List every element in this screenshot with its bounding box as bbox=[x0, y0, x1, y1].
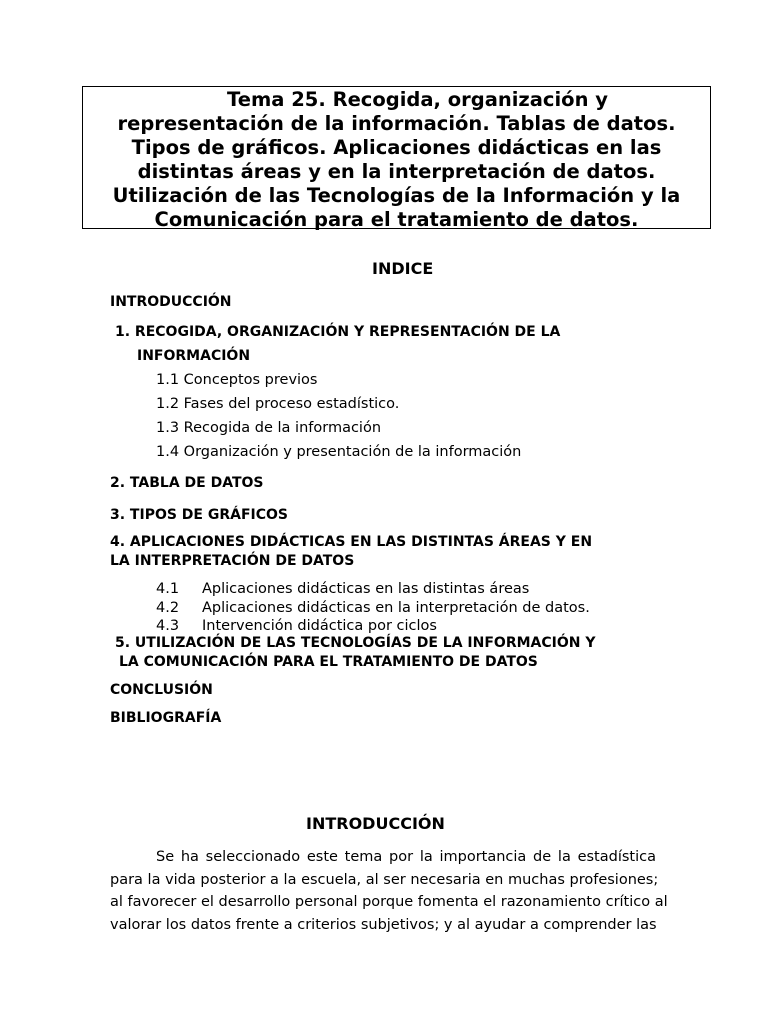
index-section-4-cont: LA INTERPRETACIÓN DE DATOS bbox=[110, 553, 355, 569]
index-subitem: 4.3 Intervención didáctica por ciclos bbox=[156, 618, 437, 634]
title-line: distintas áreas y en la interpretación de datos. bbox=[137, 160, 656, 183]
index-section-1: 1. RECOGIDA, ORGANIZACIÓN Y REPRESENTACIÓN DE LA bbox=[115, 324, 561, 340]
paragraph-line: Se ha seleccionado este tema por la importancia de la estadística bbox=[156, 849, 656, 865]
index-section-3: 3. TIPOS DE GRÁFICOS bbox=[110, 507, 289, 523]
introduction-paragraph bbox=[110, 846, 668, 936]
title-line: representación de la información. Tablas de datos. bbox=[117, 112, 676, 135]
index-section-4: 4. APLICACIONES DIDÁCTICAS EN LAS DISTINTAS ÁREAS Y EN bbox=[110, 534, 593, 550]
paragraph-line: valorar los datos frente a criterios subjetivos; y al ayudar a comprender las bbox=[110, 916, 657, 933]
paragraph-line: para la vida posterior a la escuela, al ser necesaria en muchas profesiones; bbox=[110, 871, 659, 888]
index-section-5: 5. UTILIZACIÓN DE LAS TECNOLOGÍAS DE LA INFORMACIÓN Y bbox=[115, 635, 596, 651]
index-subitem: 4.1 Aplicaciones didácticas en las distintas áreas bbox=[156, 581, 530, 597]
introduction-heading: INTRODUCCIÓN bbox=[306, 814, 445, 833]
title-line: Tipos de gráficos. Aplicaciones didácticas en las bbox=[131, 136, 662, 159]
index-subitem: 4.2 Aplicaciones didácticas en la interpretación de datos. bbox=[156, 600, 590, 616]
title-line: Utilización de las Tecnologías de la Información y la bbox=[112, 184, 681, 207]
index-heading: INDICE bbox=[372, 259, 434, 278]
index-conclusion: CONCLUSIÓN bbox=[110, 682, 213, 698]
index-subitem: 1.3 Recogida de la información bbox=[156, 420, 382, 436]
index-section-5-cont: LA COMUNICACIÓN PARA EL TRATAMIENTO DE DATOS bbox=[119, 654, 538, 670]
index-bibliography: BIBLIOGRAFÍA bbox=[110, 710, 222, 726]
index-subitem: 1.2 Fases del proceso estadístico. bbox=[156, 396, 400, 412]
title-line: Tema 25. Recogida, organización y bbox=[227, 88, 608, 111]
index-introduction: INTRODUCCIÓN bbox=[110, 294, 232, 310]
document-title-box bbox=[82, 86, 711, 229]
index-section-2: 2. TABLA DE DATOS bbox=[110, 475, 264, 491]
index-section-1-cont: INFORMACIÓN bbox=[137, 348, 251, 364]
title-line: Comunicación para el tratamiento de datos. bbox=[154, 208, 639, 231]
index-subitem: 1.4 Organización y presentación de la información bbox=[156, 444, 522, 460]
index-subitem: 1.1 Conceptos previos bbox=[156, 372, 318, 388]
paragraph-line: al favorecer el desarrollo personal porque fomenta el razonamiento crítico al bbox=[110, 894, 668, 910]
